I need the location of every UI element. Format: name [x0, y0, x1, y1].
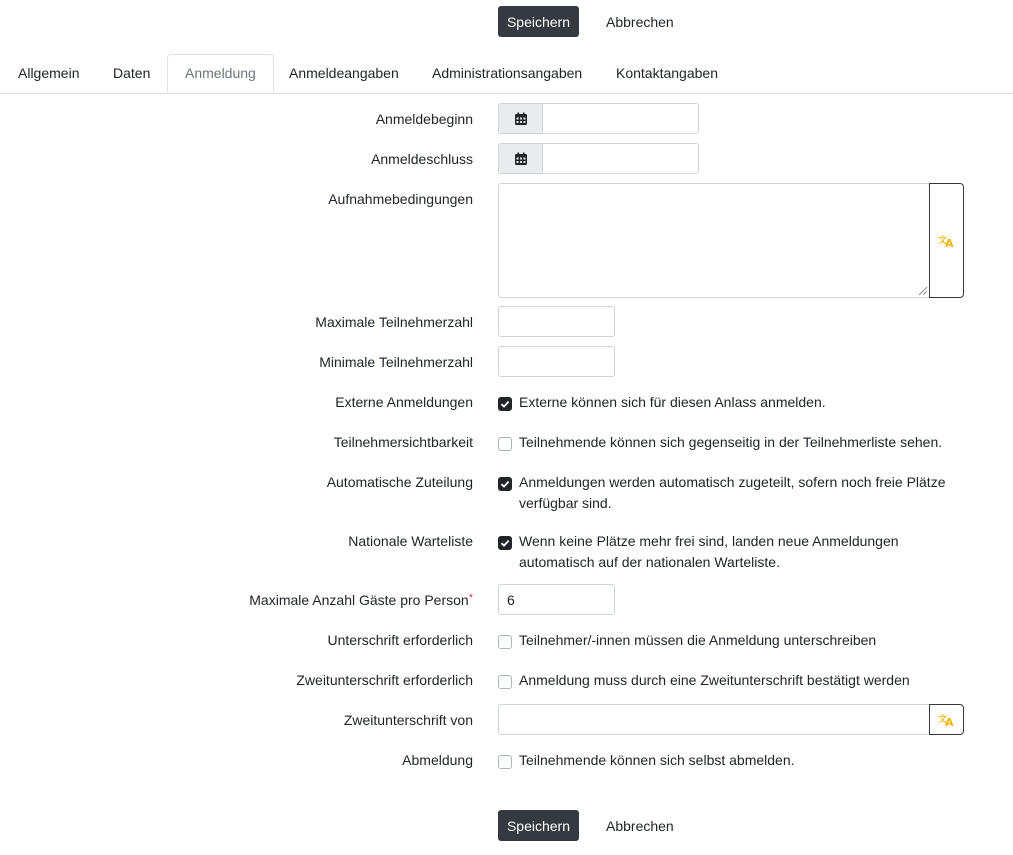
tab-administrationsangaben[interactable]: Administrationsangaben: [432, 65, 583, 81]
registration-end-field: [498, 143, 699, 174]
participant-visibility-text: Teilnehmende können sich gegenseitig in der Teilnehmerliste sehen.: [519, 434, 943, 450]
registration-start-label: Anmeldebeginn: [375, 111, 473, 127]
registration-end-input[interactable]: [543, 143, 699, 174]
cancel-button-bottom[interactable]: Abbrechen: [600, 810, 680, 841]
signature-required-label: Unterschrift erforderlich: [327, 632, 473, 648]
save-button-top[interactable]: Speichern: [498, 6, 579, 37]
external-registrations-text: Externe können sich für diesen Anlass anmelden.: [519, 394, 826, 410]
national-waitlist-label: Nationale Warteliste: [348, 533, 473, 549]
max-participants-input[interactable]: [498, 306, 615, 337]
max-guests-label: [249, 592, 473, 608]
second-signature-required-text: Anmeldung muss durch eine Zweitunterschrift bestätigt werden: [519, 672, 910, 688]
participant-visibility-label: Teilnehmersichtbarkeit: [333, 434, 473, 450]
svg-text:A: A: [945, 715, 954, 727]
second-signature-from-label: Zweitunterschrift von: [343, 712, 473, 728]
resize-grip-icon[interactable]: [918, 286, 927, 295]
tab-anmeldeangaben[interactable]: Anmeldeangaben: [289, 65, 399, 81]
calendar-icon[interactable]: [498, 103, 543, 134]
external-registrations-label: Externe Anmeldungen: [335, 394, 473, 410]
deregistration-checkbox[interactable]: [498, 755, 512, 769]
translate-icon[interactable]: [929, 183, 964, 298]
required-mark: *: [468, 592, 473, 604]
tab-bar: [0, 54, 1013, 94]
deregistration-label: Abmeldung: [402, 752, 473, 768]
admission-conditions-label: Aufnahmebedingungen: [328, 191, 473, 207]
calendar-icon[interactable]: [498, 143, 543, 174]
min-participants-label: Minimale Teilnehmerzahl: [319, 354, 473, 370]
max-participants-label: Maximale Teilnehmerzahl: [315, 314, 473, 330]
svg-text:文: 文: [938, 235, 948, 246]
second-signature-from-input[interactable]: [498, 704, 930, 735]
registration-end-label: Anmeldeschluss: [371, 151, 473, 167]
tab-allgemein[interactable]: Allgemein: [18, 65, 80, 81]
deregistration-text: Teilnehmende können sich selbst abmelden.: [519, 752, 795, 768]
registration-start-field: [498, 103, 699, 134]
max-guests-label-text: Maximale Anzahl Gäste pro Person: [249, 592, 469, 608]
min-participants-input[interactable]: [498, 346, 615, 377]
participant-visibility-checkbox[interactable]: [498, 437, 512, 451]
tab-kontaktangaben[interactable]: Kontaktangaben: [616, 65, 718, 81]
automatic-assignment-checkbox[interactable]: [498, 477, 512, 491]
save-button-bottom[interactable]: Speichern: [498, 810, 579, 841]
national-waitlist-checkbox[interactable]: [498, 536, 512, 550]
external-registrations-checkbox[interactable]: [498, 397, 512, 411]
svg-text:文: 文: [938, 714, 948, 725]
admission-conditions-textarea[interactable]: [498, 183, 930, 298]
svg-text:A: A: [945, 236, 954, 248]
second-signature-required-label: Zweitunterschrift erforderlich: [296, 672, 473, 688]
max-guests-input[interactable]: [498, 584, 615, 615]
automatic-assignment-label: Automatische Zuteilung: [326, 474, 473, 490]
registration-start-input[interactable]: [543, 103, 699, 134]
tab-anmeldung[interactable]: Anmeldung: [167, 54, 274, 93]
signature-required-text: Teilnehmer/-innen müssen die Anmeldung unterschreiben: [519, 632, 877, 648]
national-waitlist-text: Wenn keine Plätze mehr frei sind, landen neue Anmeldungen automatisch auf der nationalen Warteliste.: [519, 533, 899, 570]
cancel-button-top[interactable]: Abbrechen: [600, 6, 680, 37]
automatic-assignment-text: Anmeldungen werden automatisch zugeteilt, sofern noch freie Plätze verfügbar sind.: [519, 474, 946, 511]
signature-required-checkbox[interactable]: [498, 635, 512, 649]
tab-daten[interactable]: Daten: [113, 65, 151, 81]
second-signature-required-checkbox[interactable]: [498, 675, 512, 689]
translate-icon[interactable]: [929, 704, 964, 735]
